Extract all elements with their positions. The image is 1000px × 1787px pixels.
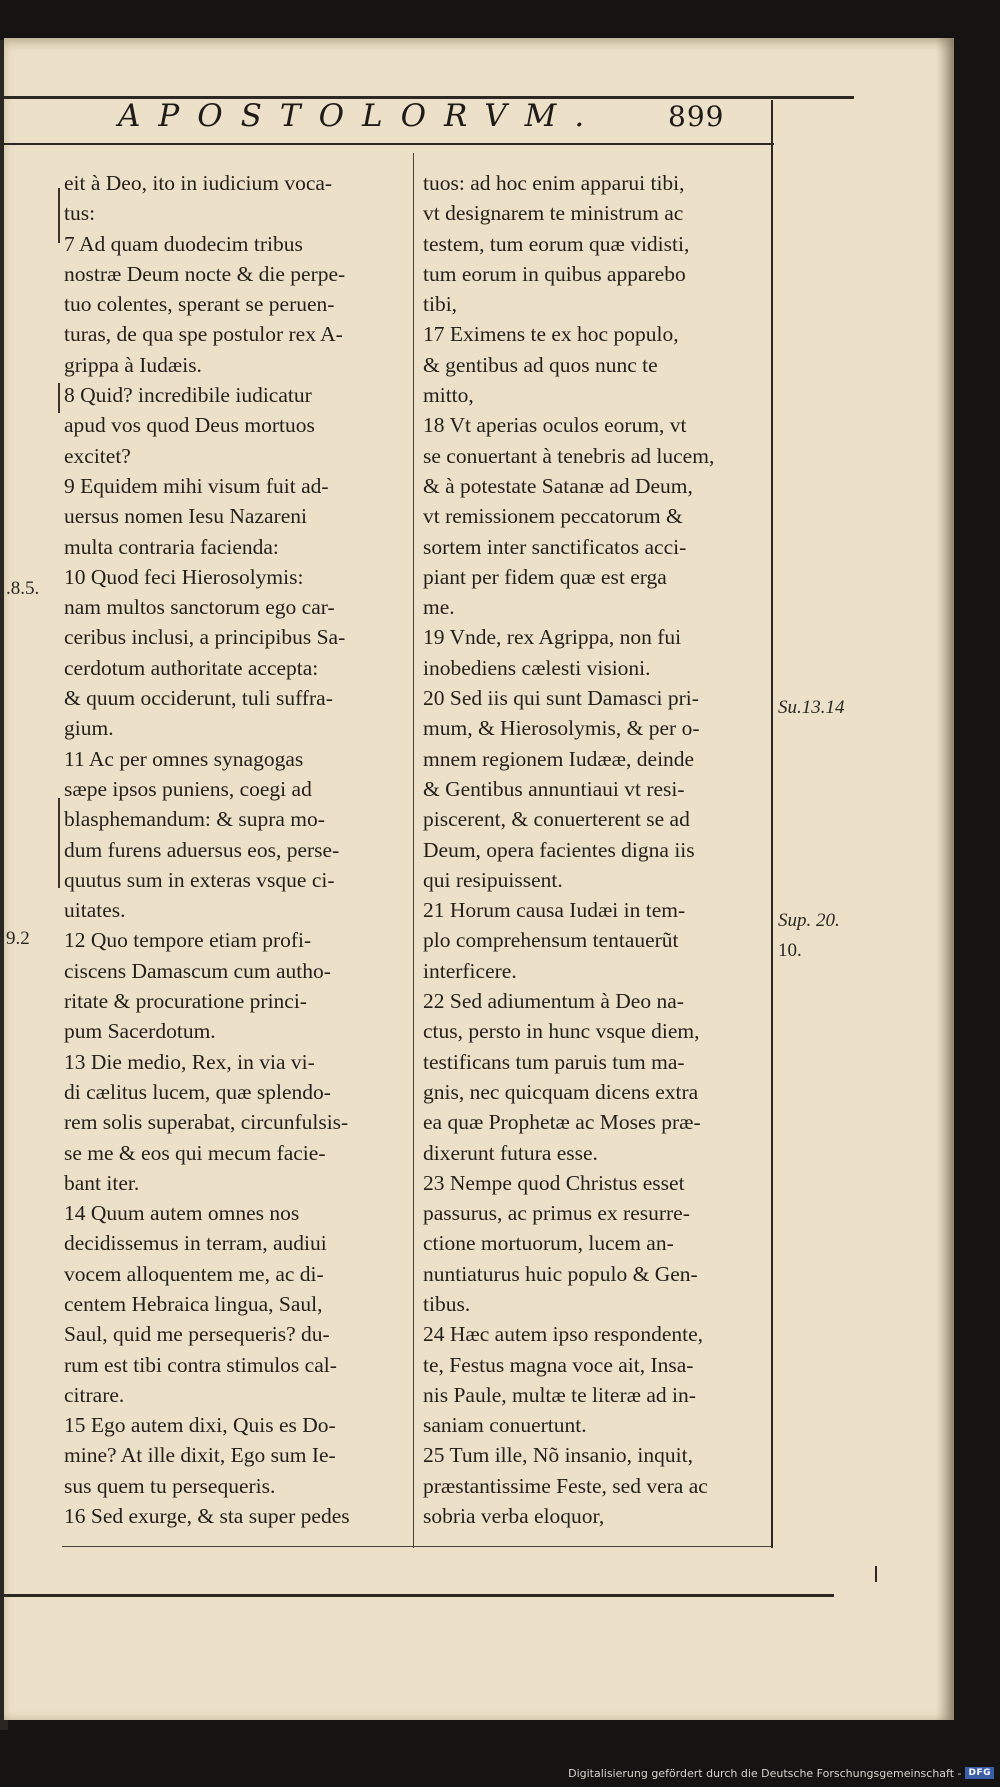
running-head: APOSTOLORVM. — [118, 98, 603, 134]
text-line: tus: — [64, 201, 96, 226]
text-line: mine? At ille dixit, Ego sum Ie- — [64, 1443, 336, 1468]
text-line: nuntiaturus huic populo & Gen- — [423, 1261, 698, 1286]
right-vertical-rule — [771, 100, 773, 1548]
text-line: 16 Sed exurge, & sta super pedes — [64, 1504, 350, 1529]
margin-note-right: Su.13.14 — [778, 697, 845, 718]
bottom-rule — [62, 1546, 772, 1547]
margin-note-left: 9.2 — [6, 928, 30, 949]
text-line: bant iter. — [64, 1170, 140, 1195]
text-line: sortem inter sanctificatos acci- — [423, 534, 687, 559]
text-line: Saul, quid me persequeris? du- — [64, 1322, 330, 1347]
text-line: quutus sum in exteras vsque ci- — [64, 867, 335, 892]
text-line: 12 Quo tempore etiam profi- — [64, 928, 312, 953]
text-line: decidissemus in terram, audiui — [64, 1231, 327, 1256]
text-line: & gentibus ad quos nunc te — [423, 352, 658, 377]
text-line: ritate & procuratione princi- — [64, 989, 307, 1014]
text-line: 10 Quod feci Hierosolymis: — [64, 564, 304, 589]
text-line: 8 Quid? incredibile iudicatur — [64, 383, 312, 408]
text-line: 14 Quum autem omnes nos — [64, 1201, 300, 1226]
text-line: tibi, — [423, 292, 458, 317]
text-line: tibus. — [423, 1291, 471, 1316]
text-line: testificans tum paruis tum ma- — [423, 1049, 685, 1074]
text-line: & quum occiderunt, tuli suffra- — [64, 686, 333, 711]
right-text-column — [423, 168, 761, 1531]
text-line: excitet? — [64, 443, 131, 468]
text-line: 21 Horum causa Iudæi in tem- — [423, 898, 686, 923]
text-line: tum eorum in quibus apparebo — [423, 261, 686, 286]
text-line: 11 Ac per omnes synagogas — [64, 746, 304, 771]
left-margin-bar — [58, 383, 60, 413]
text-line: pum Sacerdotum. — [64, 1019, 216, 1044]
footer-rule — [4, 1594, 834, 1597]
text-line: qui resipuissent. — [423, 867, 563, 892]
text-line: me. — [423, 595, 455, 620]
text-line: gium. — [64, 716, 114, 741]
text-line: gnis, nec quicquam dicens extra — [423, 1079, 699, 1104]
credit-text: Digitalisierung gefördert durch die Deutsche Forschungsgemeinschaft - — [568, 1766, 962, 1780]
text-line: rem solis superabat, circunfulsis- — [64, 1110, 349, 1135]
text-line: rum est tibi contra stimulos cal- — [64, 1352, 337, 1377]
text-line: 9 Equidem mihi visum fuit ad- — [64, 473, 329, 498]
text-line: cerdotum authoritate accepta: — [64, 655, 319, 680]
text-line: ctus, persto in hunc vsque diem, — [423, 1019, 700, 1044]
text-line: tuo colentes, sperant se peruen- — [64, 292, 335, 317]
text-line: 18 Vt aperias oculos eorum, vt — [423, 413, 687, 438]
text-line: dixerunt futura esse. — [423, 1140, 598, 1165]
text-line: eit à Deo, ito in iudicium voca- — [64, 171, 333, 195]
text-line: multa contraria facienda: — [64, 534, 279, 559]
text-line: uitates. — [64, 898, 126, 923]
text-line: nostræ Deum nocte & die perpe- — [64, 261, 346, 286]
text-line: vt remissionem peccatorum & — [423, 504, 683, 529]
text-line: turas, de qua spe postulor rex A- — [64, 322, 343, 347]
text-line: inobediens cælesti visioni. — [423, 655, 651, 680]
text-line: 7 Ad quam duodecim tribus — [64, 231, 303, 256]
text-line: ctione mortuorum, lucem an- — [423, 1231, 674, 1256]
text-line: piant per fidem quæ est erga — [423, 564, 667, 589]
text-line: passurus, ac primus ex resurre- — [423, 1201, 690, 1226]
margin-note-left: .8.5. — [6, 578, 40, 599]
text-line: se conuertant à tenebris ad lucem, — [423, 443, 715, 468]
text-line: nam multos sanctorum ego car- — [64, 595, 335, 620]
edge-tick — [875, 1566, 877, 1582]
page-number: 899 — [668, 100, 725, 133]
text-line: nis Paule, multæ te literæ ad in- — [423, 1382, 696, 1407]
text-line: blasphemandum: & supra mo- — [64, 807, 325, 832]
text-line: 25 Tum ille, Nõ insanio, inquit, — [423, 1443, 693, 1468]
text-line: & Gentibus annuntiaui vt resi- — [423, 776, 685, 801]
text-line: sobria verba eloquor, — [423, 1504, 605, 1529]
text-line: 15 Ego autem dixi, Quis es Do- — [64, 1413, 336, 1438]
text-line: centem Hebraica lingua, Saul, — [64, 1291, 323, 1316]
text-line: 19 Vnde, rex Agrippa, non fui — [423, 625, 682, 650]
text-line: dum furens aduersus eos, perse- — [64, 837, 340, 862]
text-line: 24 Hæc autem ipso respondente, — [423, 1322, 704, 1347]
text-line: 23 Nempe quod Christus esset — [423, 1170, 685, 1195]
text-line: mnem regionem Iudææ, deinde — [423, 746, 695, 771]
text-line: 13 Die medio, Rex, in via vi- — [64, 1049, 315, 1074]
text-line: uersus nomen Iesu Nazareni — [64, 504, 307, 529]
text-line: apud vos quod Deus mortuos — [64, 413, 315, 438]
left-margin-bar — [58, 798, 60, 888]
text-line: piscerent, & conuerterent se ad — [423, 807, 690, 832]
text-line: vt designarem te ministrum ac — [423, 201, 684, 226]
text-line: vocem alloquentem me, ac di- — [64, 1261, 324, 1286]
text-line: 22 Sed adiumentum à Deo na- — [423, 989, 684, 1014]
column-divider — [413, 153, 414, 1548]
text-line: grippa à Iudæis. — [64, 352, 202, 377]
text-line: 20 Sed iis qui sunt Damasci pri- — [423, 686, 699, 711]
text-line: ceribus inclusi, a principibus Sa- — [64, 625, 346, 650]
text-line: interficere. — [423, 958, 517, 983]
text-line: sus quem tu persequeris. — [64, 1473, 276, 1498]
text-line: præstantissime Feste, sed vera ac — [423, 1473, 708, 1498]
text-line: se me & eos qui mecum facie- — [64, 1140, 326, 1165]
text-line: sæpe ipsos puniens, coegi ad — [64, 776, 312, 801]
text-line: citrare. — [64, 1382, 125, 1407]
text-line: plo comprehensum tentauerũt — [423, 928, 679, 953]
margin-note-right: Sup. 20. — [778, 910, 840, 931]
text-line: tuos: ad hoc enim apparui tibi, — [423, 171, 685, 195]
text-line: di cælitus lucem, quæ splendo- — [64, 1079, 331, 1104]
text-line: mitto, — [423, 383, 474, 408]
dfg-logo: DFG — [965, 1767, 994, 1779]
text-line: ea quæ Prophetæ ac Moses præ- — [423, 1110, 701, 1135]
text-line: Deum, opera facientes digna iis — [423, 837, 695, 862]
text-line: 17 Eximens te ex hoc populo, — [423, 322, 679, 347]
text-line: testem, tum eorum quæ vidisti, — [423, 231, 690, 256]
left-margin-bar — [58, 188, 60, 243]
margin-note-right: 10. — [778, 940, 802, 961]
digitization-credit — [568, 1763, 994, 1783]
text-line: te, Festus magna voce ait, Insa- — [423, 1352, 694, 1377]
left-text-column — [64, 168, 406, 1531]
text-line: & à potestate Satanæ ad Deum, — [423, 473, 693, 498]
text-line: saniam conuertunt. — [423, 1413, 587, 1438]
text-line: mum, & Hierosolymis, & per o- — [423, 716, 700, 741]
text-line: ciscens Damascum cum autho- — [64, 958, 331, 983]
header-rule — [4, 143, 774, 145]
